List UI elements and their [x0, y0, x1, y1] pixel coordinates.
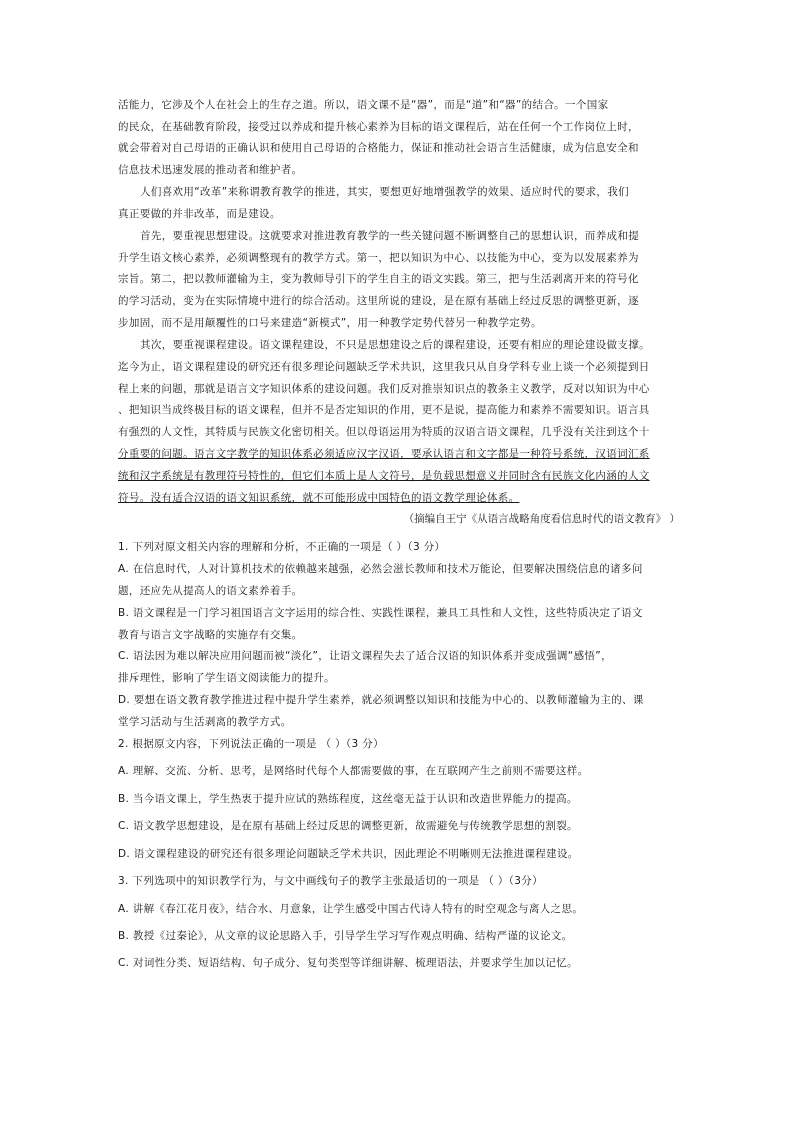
q1-option-d[interactable]: D. 要想在语文教育教学推进过程中提升学生素养，就必须调整以知识和技能为中心的、以教师灌输为主的、课	[118, 694, 644, 706]
question-2-stem: 2. 根据原文内容，下列说法正确的一项是 （ ）（3 分）	[118, 738, 384, 750]
passage-line: 有强烈的人文性，其特质与民族文化密切相关。但以母语运用为特质的汉语言语文课程，几乎没有关注到这个十	[118, 426, 650, 438]
passage-line: 步加固，而不是用颠覆性的口号来建造“新模式”，用一种教学定势代替另一种教学定势。	[118, 317, 542, 329]
passage-line: 升学生语文核心素养，必须调整现有的教学方式。第一，把以知识为中心、以技能为中心，变为以发展素养为	[118, 252, 639, 264]
q1-option-b[interactable]: B. 语文课程是一门学习祖国语言文字运用的综合性、实践性课程，兼具工具性和人文性，这些特质决定了语文	[118, 607, 643, 619]
passage-line: 信息技术迅速发展的推动者和维护者。	[118, 164, 303, 176]
passage-line: 真正要做的并非改革，而是建设。	[118, 208, 281, 220]
underlined-passage-line: 符号。没有适合汉语的语文知识系统，就不可能形成中国特色的语文教学理论体系。	[118, 492, 520, 504]
passage-line: 就会带着对自己母语的正确认识和使用自己母语的合格能力，保证和推动社会语言生活健康，成为信息安全和	[118, 142, 639, 154]
q1-option-b-cont: 教育与语言文字战略的实施存有交集。	[118, 629, 303, 641]
q3-option-a[interactable]: A. 讲解《春江花月夜》，结合水、月意象，让学生感受中国古代诗人特有的时空观念与离人之思。	[118, 903, 584, 915]
passage-line: 活能力，它涉及个人在社会上的生存之道。所以，语文课不是“器”，而是“道”和“器”的结合。一个国家	[118, 99, 609, 111]
passage-line: 、把知识当成终极目标的语文课程，但并不是否定知识的作用，更不是说，提高能力和素养不需要知识。语言具	[118, 404, 650, 416]
question-3-stem: 3. 下列选项中的知识教学行为，与文中画线句子的教学主张最适切的一项是 （ ）（3分）	[118, 875, 544, 887]
q1-option-d-cont: 堂学习活动与生活剥离的教学方式。	[118, 716, 292, 728]
underlined-passage-line: 统和汉字系统是有教理符号特性的，但它们本质上是人文符号，是负载思想意义并同时含有民族文化内涵的人文	[118, 470, 650, 482]
passage-line: 其次，要重视课程建设。语文课程建设，不只是思想建设之后的课程建设，还要有相应的理论建设做支撑。	[140, 339, 650, 351]
passage-line: 的民众，在基础教育阶段，接受过以养成和提升核心素养为目标的语文课程后，站在任何一个工作岗位上时，	[118, 121, 639, 133]
q2-option-a[interactable]: A. 理解、交流、分析、思考，是网络时代每个人都需要做的事，在互联网产生之前则不需要这样。	[118, 765, 589, 777]
q1-option-a[interactable]: A. 在信息时代，人对计算机技术的依赖越来越强，必然会滋长教师和技术万能论，但要解决围绕信息的诸多问	[118, 563, 643, 575]
underlined-passage-line: 分重要的问题。语言文字教学的知识体系必须适应汉字汉语，要承认语言和文字都是一种符号系统，汉语词汇系	[118, 448, 650, 460]
passage-line: 迄今为止，语文课程建设的研究还有很多理论问题缺乏学术共识，这里我只从自身学科专业上谈一个必须提到日	[118, 361, 650, 373]
passage-line: 宗旨。第二，把以教师灌输为主，变为教师导引下的学生自主的语文实践。第三，把与生活剥离开来的符号化	[118, 273, 639, 285]
passage-line: 程上来的问题，那就是语言文字知识体系的建设问题。我们反对推崇知识点的教条主义教学，反对以知识为中心	[118, 383, 650, 395]
question-1-stem: 1. 下列对原文相关内容的理解和分析，不正确的一项是（ ）（3 分）	[118, 541, 446, 553]
passage-source: （摘编自王宁《从语言战略角度看信息时代的语文教育》 ）	[403, 513, 680, 525]
q1-option-c-cont: 排斥理性，影响了学生语文阅读能力的提升。	[118, 672, 335, 684]
passage-line: 人们喜欢用“改革”来称谓教育教学的推进，其实，要想更好地增强教学的效果、适应时代的要求，我们	[140, 186, 629, 198]
q3-option-b[interactable]: B. 教授《过秦论》，从文章的议论思路入手，引导学生学习写作观点明确、结构严谨的议论文。	[118, 930, 573, 942]
passage-line: 首先，要重视思想建设。这就要求对推进教育教学的一些关键问题不断调整自己的思想认识，而养成和提	[140, 230, 640, 242]
q1-option-c[interactable]: C. 语法因为难以解决应用问题而被“淡化”，让语文课程失去了适合汉语的知识体系并变成强调“感悟”，	[118, 650, 612, 662]
q2-option-c[interactable]: C. 语文教学思想建设，是在原有基础上经过反思的调整更新，故需避免与传统教学思想的割裂。	[118, 820, 578, 832]
q2-option-d[interactable]: D. 语文课程建设的研究还有很多理论问题缺乏学术共识，因此理论不明晰则无法推进课程建设。	[118, 848, 579, 860]
passage-line: 的学习活动，变为在实际情境中进行的综合活动。这里所说的建设，是在原有基础上经过反思的调整更新，逐	[118, 295, 639, 307]
q3-option-c[interactable]: C. 对词性分类、短语结构、句子成分、复句类型等详细讲解、梳理语法，并要求学生加以记忆。	[118, 957, 578, 969]
q2-option-b[interactable]: B. 当今语文课上，学生热衷于提升应试的熟练程度，这丝毫无益于认识和改造世界能力的提高。	[118, 793, 578, 805]
q1-option-a-cont: 题，还应先从提高人的语文素养着手。	[118, 585, 303, 597]
